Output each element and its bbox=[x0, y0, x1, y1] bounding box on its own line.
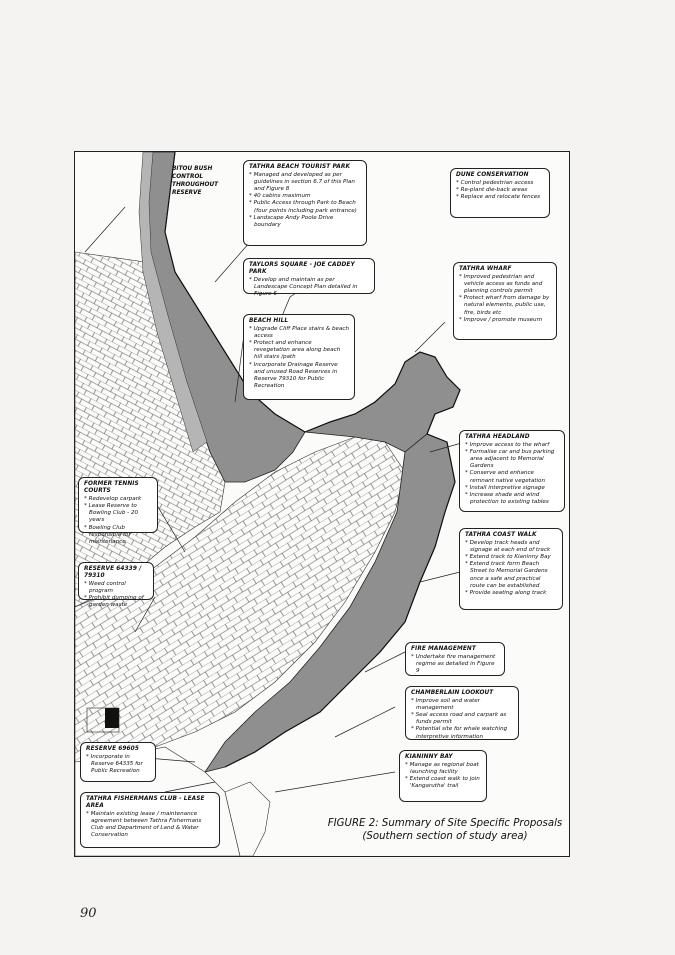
tourist-park-title: TATHRA BEACH TOURIST PARK bbox=[249, 164, 351, 170]
headland-item: * Conserve and enhance remnant native vegetation bbox=[465, 470, 559, 484]
headland-item: * Install interpretive signage bbox=[465, 485, 559, 492]
callout-fishermans-club bbox=[80, 792, 220, 848]
taylors-item: * Develop and maintain as per Landescape Concept Plan detailed in Figure 6 bbox=[249, 277, 369, 298]
figure-caption-line-1: FIGURE 2: Summary of Site Specific Proposals bbox=[327, 818, 563, 829]
coast-walk-item: * Extend track form Beach Street to Memorial Gardens once a safe and practical route can be established bbox=[465, 561, 557, 589]
callout-tathra-coast-walk bbox=[459, 528, 563, 610]
wharf-item: * Protect wharf from damage by natural elements, public use, fire, birds etc bbox=[459, 295, 551, 316]
chamberlain-item: * Improve soil and water management bbox=[411, 698, 513, 712]
reserve-69605-item: * Incorporate in Reserve 64335 for Public Recreation bbox=[86, 754, 150, 775]
headland-item: * Formalise car and bus parking area adjacent to Memorial Gardens bbox=[465, 449, 559, 470]
dune-title: DUNE CONSERVATION bbox=[456, 172, 529, 178]
wharf-item: * Improve / promote museum bbox=[459, 317, 551, 324]
callout-tathra-wharf bbox=[453, 262, 557, 340]
coast-walk-item: * Provide seating along track bbox=[465, 590, 557, 597]
wharf-title: TATHRA WHARF bbox=[459, 266, 512, 272]
bitou-line-3: THROUGHOUT bbox=[172, 182, 219, 188]
reserve-64339-item: * Prohibit dumping of garden waste bbox=[84, 595, 148, 609]
kianinny-item: * Extend coast walk to join 'Kangarutha' trail bbox=[405, 776, 481, 790]
callout-former-tennis-courts bbox=[78, 477, 158, 545]
coast-walk-item: * Develop track heads and signage at each end of track bbox=[465, 540, 557, 554]
tennis-title: FORMER TENNIS COURTS bbox=[84, 481, 139, 495]
fire-title: FIRE MANAGEMENT bbox=[411, 646, 476, 652]
chamberlain-item: * Seal access road and carpark as funds permit bbox=[411, 712, 513, 726]
headland-item: * Increase shade and wind protection to existing tables bbox=[465, 492, 559, 506]
callout-reserve-69605 bbox=[80, 742, 156, 782]
figure-caption bbox=[325, 817, 565, 843]
fishermans-item: * Maintain existing lease / maintenance agreement between Tathra Fishermans Club and Department of Land & Water Conservation bbox=[86, 811, 214, 839]
coast-walk-title: TATHRA COAST WALK bbox=[465, 532, 537, 538]
tourist-park-item: * Public Access through Park to Beach (four points including park entrance) bbox=[249, 200, 361, 214]
callout-tathra-headland bbox=[459, 430, 565, 512]
headland-title: TATHRA HEADLAND bbox=[465, 434, 530, 440]
callout-kianinny-bay bbox=[399, 750, 487, 802]
wharf-item: * Improved pedestrian and vehicle access as funds and planning controls permit bbox=[459, 274, 551, 295]
callout-reserve-64339 bbox=[78, 562, 154, 609]
tennis-item: * Redevelop carpark bbox=[84, 496, 152, 503]
beach-hill-title: BEACH HILL bbox=[249, 318, 289, 324]
beach-hill-item: * Upgrade Cliff Place stairs & beach access bbox=[249, 326, 349, 340]
dune-item: * Control pedestrian access bbox=[456, 180, 544, 187]
reserve-64339-title: RESERVE 64339 / 79310 bbox=[84, 566, 142, 580]
chamberlain-item: * Potential site for whale watching interpretive information bbox=[411, 726, 513, 740]
tourist-park-item: * Landscape Andy Poole Drive boundary bbox=[249, 215, 361, 229]
callout-fire-management bbox=[405, 642, 505, 676]
tourist-park-item: * Managed and developed as per guidelines in section 6.7 of this Plan and Figure 8 bbox=[249, 172, 361, 193]
reserve-69605-title: RESERVE 69605 bbox=[86, 746, 139, 752]
headland-item: * Improve access to the wharf bbox=[465, 442, 559, 449]
tourist-park-item: * 40 cabins maximum bbox=[249, 193, 361, 200]
callout-bitou-bush bbox=[167, 162, 231, 200]
tennis-item: * Lease Reserve to Bowling Club - 20 years bbox=[84, 503, 152, 524]
fishermans-title: TATHRA FISHERMANS CLUB - LEASE AREA bbox=[86, 796, 205, 810]
fire-item: * Undertake fire management regime as detailed in Figure 9 bbox=[411, 654, 499, 675]
dune-item: * Replace and relocate fences bbox=[456, 194, 544, 201]
reserve-69605-block bbox=[105, 708, 119, 728]
map-frame bbox=[74, 151, 570, 857]
kianinny-title: KIANINNY BAY bbox=[405, 754, 453, 760]
reserve-64339-item: * Weed control program bbox=[84, 581, 148, 595]
chamberlain-title: CHAMBERLAIN LOOKOUT bbox=[411, 690, 494, 696]
callout-taylors-square bbox=[243, 258, 375, 298]
figure-caption-line-2: (Southern section of study area) bbox=[362, 831, 528, 842]
callout-dune-conservation bbox=[450, 168, 550, 218]
coast-walk-item: * Extend track to Kianinny Bay bbox=[465, 554, 557, 561]
beach-hill-item: * Protect and enhance revegetation area along beach hill stairs /path bbox=[249, 340, 349, 361]
taylors-title: TAYLORS SQUARE - JOE CADDEY PARK bbox=[249, 262, 355, 276]
bitou-line-1: BITOU BUSH bbox=[172, 166, 213, 172]
page-number: 90 bbox=[80, 906, 97, 921]
kianinny-item: * Manage as regional boat launching facility bbox=[405, 762, 481, 776]
callout-beach-hill bbox=[243, 314, 355, 400]
tennis-item: * Bowling Club responsible for maintenance bbox=[84, 525, 152, 546]
callout-chamberlain-lookout bbox=[405, 686, 519, 740]
bitou-line-4: RESERVE bbox=[172, 190, 202, 196]
callout-tourist-park bbox=[243, 160, 367, 246]
bitou-line-2: CONTROL bbox=[172, 174, 204, 180]
dune-item: * Re-plant die-back areas bbox=[456, 187, 544, 194]
beach-hill-item: * Incorporate Drainage Reserve and unused Road Reserves in Reserve 79310 for Public Recreation bbox=[249, 362, 349, 390]
